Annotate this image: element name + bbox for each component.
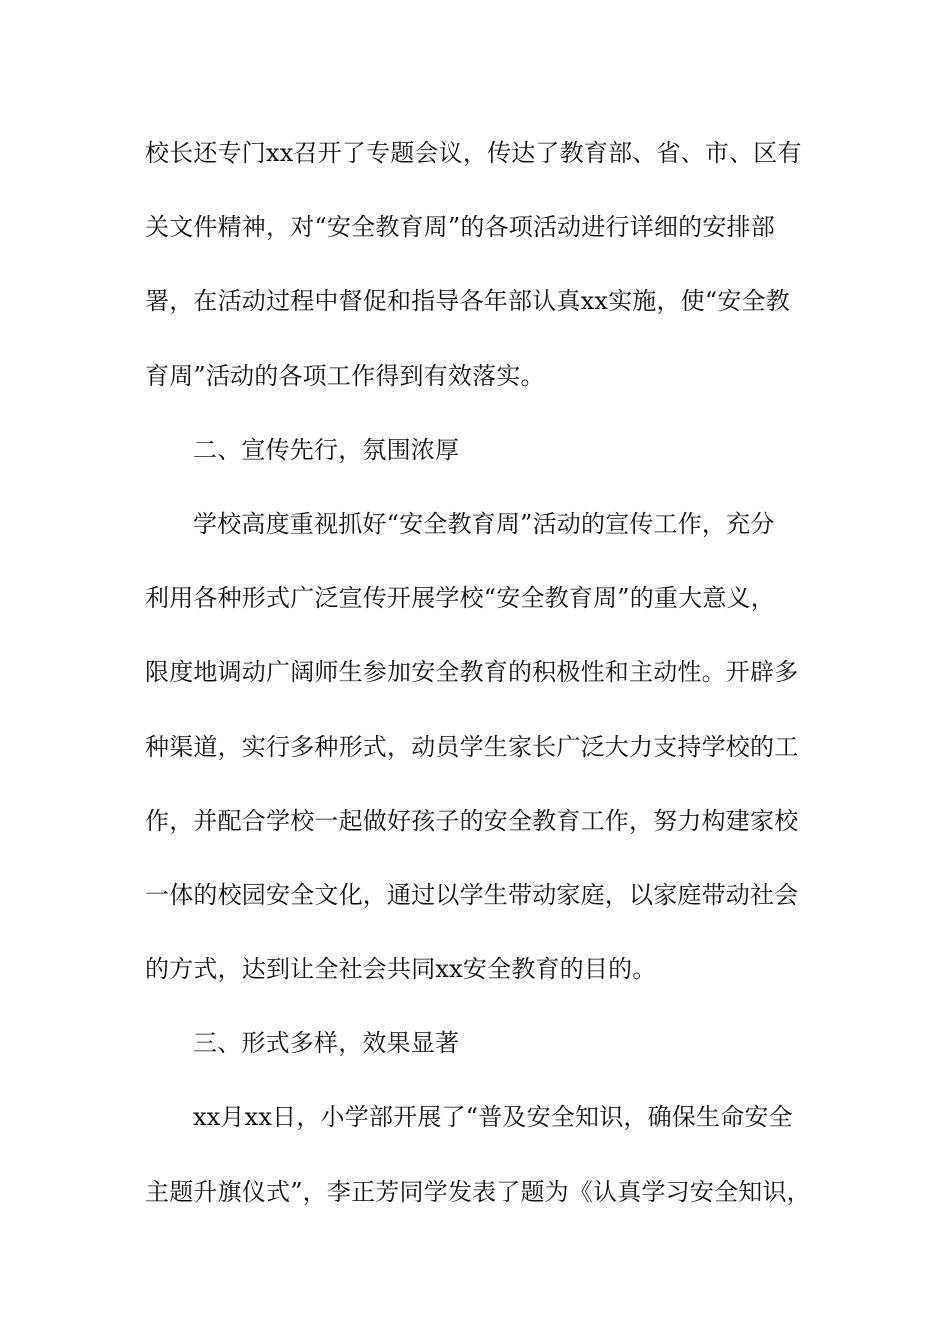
paragraph-line: 育周”活动的各项工作得到有效落实。 bbox=[145, 361, 545, 390]
section-heading: 二、宣传先行，氛围浓厚 bbox=[193, 435, 460, 464]
paragraph-line: xx月xx日，小学部开展了“普及安全知识，确保生命安全 bbox=[193, 1103, 793, 1132]
paragraph-line: 作，并配合学校一起做好孩子的安全教育工作，努力构建家校 bbox=[145, 806, 799, 835]
paragraph-line: 关文件精神，对“安全教育周”的各项活动进行详细的安排部 bbox=[145, 213, 775, 242]
paragraph-line: 学校高度重视抓好“安全教育周”活动的宣传工作，充分 bbox=[193, 509, 775, 538]
paragraph-line: 种渠道，实行多种形式，动员学生家长广泛大力支持学校的工 bbox=[145, 732, 799, 761]
paragraph-line: 一体的校园安全文化，通过以学生带动家庭，以家庭带动社会 bbox=[145, 880, 799, 909]
paragraph-line: 的方式，达到让全社会共同xx安全教育的目的。 bbox=[145, 955, 657, 984]
paragraph-line: 校长还专门xx召开了专题会议，传达了教育部、省、市、区有 bbox=[145, 139, 802, 167]
paragraph-line: 利用各种形式广泛宣传开展学校“安全教育周”的重大意义， bbox=[145, 584, 775, 613]
document-body bbox=[145, 120, 825, 1233]
paragraph-line: 署，在活动过程中督促和指导各年部认真xx实施，使“安全教 bbox=[145, 287, 790, 316]
paragraph-line: 主题升旗仪式”，李正芳同学发表了题为《认真学习安全知识， bbox=[145, 1177, 811, 1206]
section-heading: 三、形式多样，效果显著 bbox=[193, 1029, 460, 1058]
paragraph-line: 限度地调动广阔师生参加安全教育的积极性和主动性。开辟多 bbox=[145, 658, 799, 687]
